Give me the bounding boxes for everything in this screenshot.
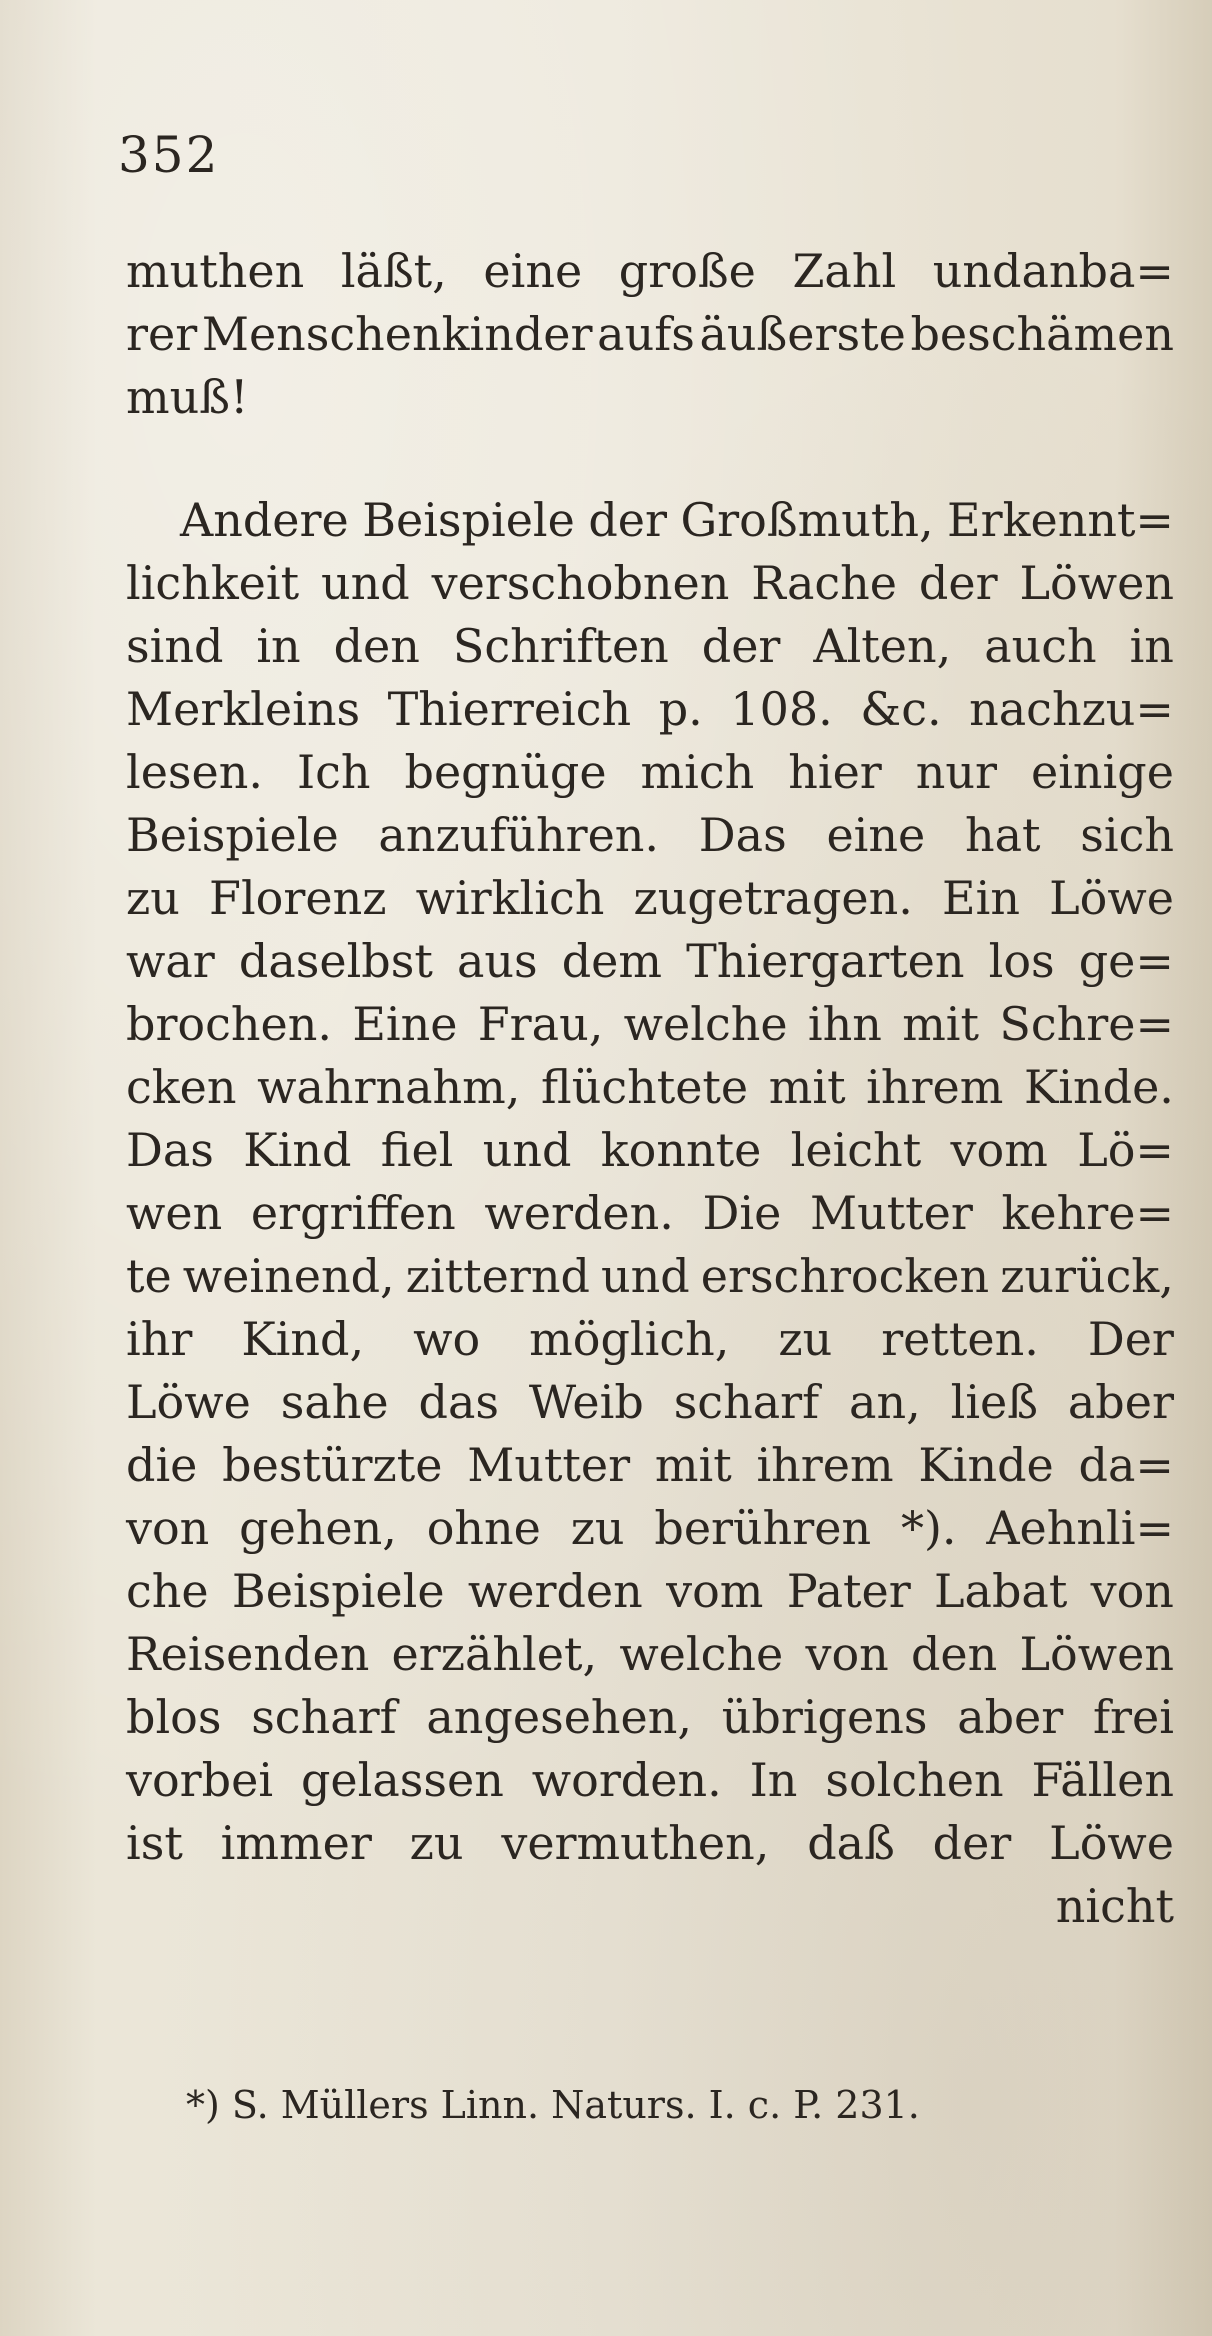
word: gehen,: [239, 1501, 397, 1555]
word: zu: [126, 871, 180, 925]
word: solchen: [825, 1753, 1004, 1807]
word: den: [910, 1627, 998, 1681]
word: vermuthen,: [501, 1816, 770, 1870]
word: eine: [826, 808, 926, 862]
word: In: [749, 1753, 798, 1807]
footnote: *) S. Müllers Linn. Naturs. I. c. P. 231.: [186, 2083, 920, 2127]
word: wirklich: [415, 871, 605, 925]
word: vorbei: [126, 1753, 274, 1807]
word: angesehen,: [426, 1690, 693, 1744]
text-line: [126, 303, 1174, 366]
word: Der: [1087, 1312, 1174, 1366]
word: Schre=: [999, 997, 1174, 1051]
word: muthen: [126, 244, 305, 298]
word: ist: [126, 1816, 183, 1870]
text-line: [126, 1371, 1174, 1434]
word: cken: [126, 1060, 237, 1114]
word: retten.: [881, 1312, 1039, 1366]
text-line: [126, 489, 1174, 552]
word: in: [1129, 619, 1174, 673]
word: nachzu=: [969, 682, 1174, 736]
word: Rache: [751, 556, 898, 610]
word: an,: [849, 1375, 921, 1429]
word: mit: [654, 1438, 732, 1492]
word: werden.: [484, 1186, 674, 1240]
word: zurück,: [1000, 1249, 1174, 1303]
text-line: [126, 240, 1174, 303]
word: lichkeit: [126, 556, 300, 610]
text-line: [126, 741, 1174, 804]
word: Löwe: [1049, 871, 1174, 925]
word: wo: [413, 1312, 481, 1366]
text-line: [126, 1560, 1174, 1623]
word: 108.: [730, 682, 833, 736]
word: los: [988, 934, 1055, 988]
word: ließ: [950, 1375, 1038, 1429]
word: Andere: [180, 493, 349, 547]
word: zitternd: [405, 1249, 590, 1303]
word: läßt,: [340, 244, 447, 298]
word: ihn: [807, 997, 882, 1051]
text-line: [126, 1749, 1174, 1812]
word: Beispiele: [231, 1564, 445, 1618]
text-line: [126, 867, 1174, 930]
text-line: [126, 1245, 1174, 1308]
word: der: [918, 556, 998, 610]
word: Aehnli=: [986, 1501, 1174, 1555]
word: ohne: [426, 1501, 541, 1555]
word: lesen.: [126, 745, 264, 799]
word: flüchtete: [541, 1060, 749, 1114]
word: welche: [623, 997, 788, 1051]
word: Mutter: [809, 1186, 973, 1240]
word: Großmuth,: [680, 493, 934, 547]
word: Das: [698, 808, 787, 862]
word: Fällen: [1031, 1753, 1174, 1807]
text-line: [126, 1056, 1174, 1119]
word: daselbst: [238, 934, 433, 988]
word: ihrem: [756, 1438, 894, 1492]
word: konnte: [600, 1123, 762, 1177]
word: Frau,: [477, 997, 604, 1051]
word: den: [333, 619, 420, 673]
word: Kind,: [241, 1312, 365, 1366]
word: Beispiele: [126, 808, 339, 862]
word: Weib: [528, 1375, 644, 1429]
paragraph-gap: [126, 429, 1174, 489]
text-line: [126, 1623, 1174, 1686]
word: von: [1090, 1564, 1174, 1618]
word: ihr: [126, 1312, 193, 1366]
word: aus: [456, 934, 538, 988]
word: hat: [964, 808, 1041, 862]
word: zu: [778, 1312, 833, 1366]
word: frei: [1093, 1690, 1174, 1744]
word: Eine: [352, 997, 458, 1051]
body-text: [126, 240, 1174, 1938]
word: Labat: [934, 1564, 1068, 1618]
word: gelassen: [300, 1753, 504, 1807]
word: und: [600, 1249, 690, 1303]
text-line: [126, 1497, 1174, 1560]
word: te: [126, 1249, 172, 1303]
word: sahe: [280, 1375, 389, 1429]
word: aufs: [597, 307, 695, 361]
word: fiel: [380, 1123, 454, 1177]
word: weinend,: [182, 1249, 395, 1303]
word: rer: [126, 307, 198, 361]
word: der: [588, 493, 667, 547]
word: scharf: [251, 1690, 397, 1744]
word: einige: [1030, 745, 1174, 799]
word: Ein: [942, 871, 1020, 925]
word: übrigens: [721, 1690, 928, 1744]
word: von: [805, 1627, 889, 1681]
word: Kinde.: [1023, 1060, 1174, 1114]
word: möglich,: [529, 1312, 730, 1366]
word: Florenz: [209, 871, 387, 925]
word: Die: [702, 1186, 782, 1240]
word: ge=: [1078, 934, 1174, 988]
word: erschrocken: [700, 1249, 990, 1303]
word: ihrem: [866, 1060, 1004, 1114]
word: und: [321, 556, 410, 610]
text-line: [126, 1434, 1174, 1497]
word: welche: [619, 1627, 784, 1681]
word: Löwe: [126, 1375, 251, 1429]
word: undanba=: [932, 244, 1174, 298]
word: wen: [126, 1186, 223, 1240]
word: zugetragen.: [633, 871, 913, 925]
text-line: [126, 1119, 1174, 1182]
word: Kind: [243, 1123, 352, 1177]
word: vom: [950, 1123, 1048, 1177]
word: verschobnen: [431, 556, 730, 610]
text-line: [126, 930, 1174, 993]
text-line: muß!: [126, 370, 249, 424]
word: von: [126, 1501, 210, 1555]
word: anzuführen.: [378, 808, 660, 862]
word: worden.: [531, 1753, 722, 1807]
word: aber: [957, 1690, 1064, 1744]
word: Alten,: [813, 619, 952, 673]
text-line: [126, 1182, 1174, 1245]
word: war: [126, 934, 215, 988]
page-number: 352: [118, 126, 220, 184]
word: *).: [900, 1501, 957, 1555]
word: berühren: [654, 1501, 872, 1555]
word: Lö=: [1077, 1123, 1174, 1177]
word: der: [701, 619, 781, 673]
text-line: [126, 1308, 1174, 1371]
word: p.: [658, 682, 703, 736]
text-line: [126, 1812, 1174, 1875]
word: Löwen: [1019, 556, 1174, 610]
word: große: [618, 244, 756, 298]
word: Merkleins: [126, 682, 361, 736]
word: Menschenkinder: [201, 307, 593, 361]
word: mit: [902, 997, 980, 1051]
word: in: [256, 619, 301, 673]
word: Das: [126, 1123, 214, 1177]
word: das: [418, 1375, 499, 1429]
word: nur: [915, 745, 998, 799]
word: vom: [666, 1564, 764, 1618]
word: aber: [1067, 1375, 1174, 1429]
word: immer: [220, 1816, 372, 1870]
text-line: [126, 552, 1174, 615]
word: mit: [768, 1060, 846, 1114]
word: da=: [1078, 1438, 1174, 1492]
word: sich: [1080, 808, 1174, 862]
word: leicht: [790, 1123, 922, 1177]
text-line: [126, 993, 1174, 1056]
word: zu: [570, 1501, 625, 1555]
word: zu: [409, 1816, 464, 1870]
word: Thierreich: [387, 682, 632, 736]
word: Löwen: [1019, 1627, 1174, 1681]
text-line: [126, 678, 1174, 741]
word: wahrnahm,: [257, 1060, 521, 1114]
word: Beispiele: [362, 493, 575, 547]
word: scharf: [673, 1375, 820, 1429]
word: bestürzte: [222, 1438, 443, 1492]
word: Löwe: [1049, 1816, 1174, 1870]
word: erzählet,: [391, 1627, 598, 1681]
word: Ich: [296, 745, 371, 799]
word: äußerste: [699, 307, 906, 361]
word: begnüge: [404, 745, 607, 799]
word: die: [126, 1438, 198, 1492]
word: sind: [126, 619, 224, 673]
word: der: [932, 1816, 1012, 1870]
word: Zahl: [792, 244, 897, 298]
word: beschämen: [910, 307, 1174, 361]
text-line: [126, 615, 1174, 678]
word: Pater: [786, 1564, 911, 1618]
text-line: [126, 1686, 1174, 1749]
word: &c.: [860, 682, 942, 736]
word: kehre=: [1001, 1186, 1174, 1240]
word: eine: [483, 244, 583, 298]
word: che: [126, 1564, 209, 1618]
word: auch: [984, 619, 1097, 673]
word: und: [482, 1123, 572, 1177]
word: werden: [467, 1564, 643, 1618]
word: Thiergarten: [686, 934, 965, 988]
word: Mutter: [467, 1438, 631, 1492]
word: blos: [126, 1690, 222, 1744]
word: dem: [561, 934, 662, 988]
word: ergriffen: [250, 1186, 456, 1240]
word: daß: [807, 1816, 895, 1870]
text-line: [126, 804, 1174, 867]
word: mich: [640, 745, 755, 799]
word: Kinde: [918, 1438, 1054, 1492]
word: hier: [788, 745, 882, 799]
catchword: nicht: [1055, 1879, 1174, 1933]
word: Erkennt=: [947, 493, 1174, 547]
word: Schriften: [452, 619, 669, 673]
word: brochen.: [126, 997, 332, 1051]
word: Reisenden: [126, 1627, 370, 1681]
